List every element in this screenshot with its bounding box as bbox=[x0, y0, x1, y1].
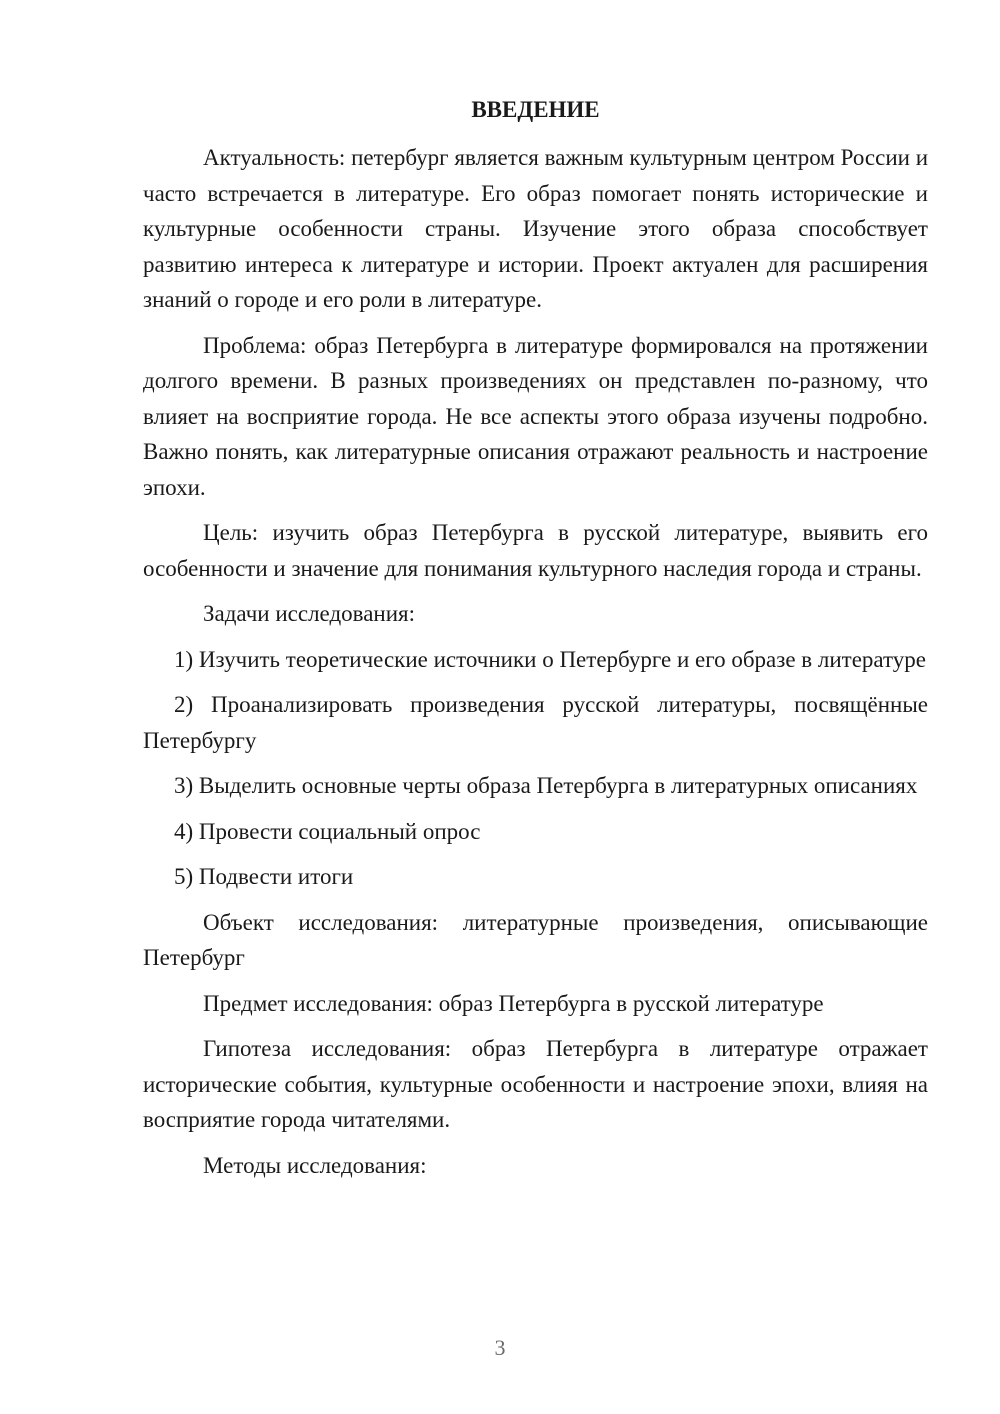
problem-paragraph: Проблема: образ Петербурга в литературе формировался на протяжении долгого времени. В разных произведениях он представлен по-разному, что влияет на восприятие города. Не все аспекты этого образа изучены подробно. Важно понять, как литературные описания отражают реальность и настроение эпохи. bbox=[143, 332, 928, 500]
task-item: 5) Подвести итоги bbox=[174, 864, 354, 889]
task-item: 4) Провести социальный опрос bbox=[174, 818, 481, 844]
section-title: ВВЕДЕНИЕ bbox=[471, 97, 600, 122]
hypothesis-paragraph: Гипотеза исследования: образ Петербурга в литературе отражает исторические события, культурные особенности и настроение эпохи, влияя на восприятие города читателями. bbox=[143, 1036, 928, 1132]
page-number: 3 bbox=[494, 1335, 506, 1360]
document-page bbox=[143, 92, 928, 1193]
relevance-paragraph: Актуальность: петербург является важным культурным центром России и часто встречается в литературе. Его образ помогает понять исторические и культурные особенности страны. Изучение этого образа способствует развитию интереса к литературе и истории. Проект актуален для расширения знаний о городе и его роли в литературе. bbox=[143, 145, 929, 312]
object-paragraph: Объект исследования: литературные произведения, описывающие Петербург bbox=[143, 909, 928, 970]
methods-heading: Методы исследования: bbox=[203, 1152, 427, 1178]
goal-paragraph: Цель: изучить образ Петербурга в русской литературе, выявить его особенности и значение для понимания культурного наследия города и страны. bbox=[143, 520, 928, 581]
task-item: 2) Проанализировать произведения русской литературы, посвящённые Петербургу bbox=[143, 692, 928, 753]
subject-paragraph: Предмет исследования: образ Петербурга в русской литературе bbox=[203, 990, 824, 1016]
task-item: 3) Выделить основные черты образа Петербурга в литературных описаниях bbox=[174, 773, 918, 798]
task-item: 1) Изучить теоретические источники о Петербурге и его образе в литературе bbox=[174, 646, 927, 672]
tasks-heading: Задачи исследования: bbox=[203, 601, 416, 626]
